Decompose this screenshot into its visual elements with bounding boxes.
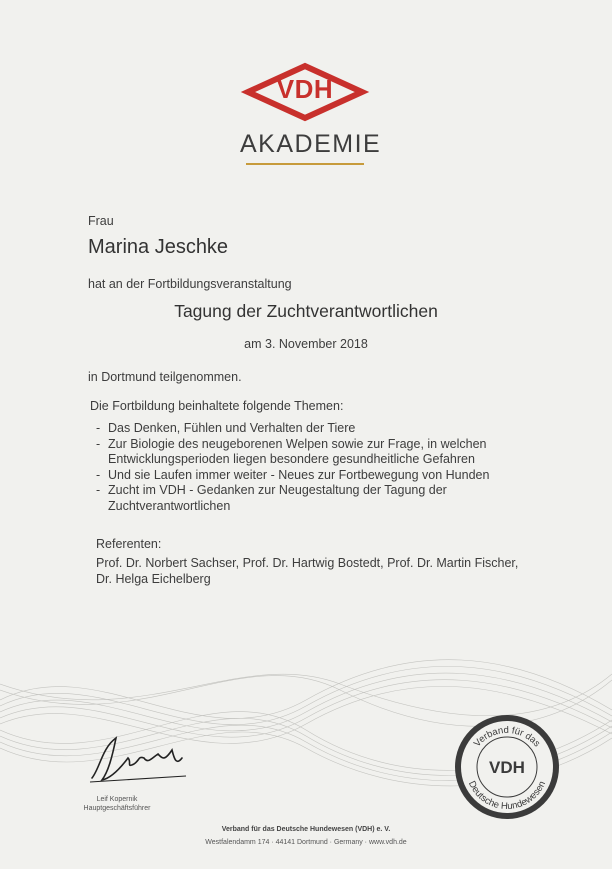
event-title: Tagung der Zuchtverantwortlichen bbox=[174, 301, 438, 321]
location-line: in Dortmund teilgenommen. bbox=[88, 370, 242, 384]
signer-role: Hauptgeschäftsführer bbox=[83, 805, 151, 812]
logo-underline bbox=[246, 163, 364, 165]
logo-brand: VDH bbox=[276, 74, 334, 104]
seal-top-text: Verband für das bbox=[471, 724, 543, 750]
signature-scribble bbox=[82, 728, 192, 788]
list-item: - Und sie Laufen immer weiter - Neues zur Fortbewegung von Hunden bbox=[96, 468, 536, 484]
seal-center: VDH bbox=[489, 758, 525, 777]
salutation: Frau bbox=[88, 214, 114, 228]
event-date: am 3. November 2018 bbox=[244, 337, 368, 351]
list-item: - Das Denken, Fühlen und Verhalten der Tiere bbox=[96, 421, 536, 437]
referents-names: Prof. Dr. Norbert Sachser, Prof. Dr. Hartwig Bostedt, Prof. Dr. Martin Fischer, Dr. Helga Eichelberg bbox=[96, 556, 519, 586]
topics-intro: Die Fortbildung beinhaltete folgende Themen: bbox=[90, 399, 344, 413]
vdh-akademie-logo bbox=[240, 62, 382, 172]
referents-label: Referenten: bbox=[96, 537, 162, 551]
topics-list bbox=[96, 421, 536, 514]
seal-bottom-text: Deutsche Hundewesen bbox=[465, 779, 549, 813]
intro-text: hat an der Fortbildungsveranstaltung bbox=[88, 277, 292, 291]
footer-address: Westfalendamm 174 · 44141 Dortmund · Germany · www.vdh.de bbox=[205, 839, 407, 846]
logo-subtitle: AKADEMIE bbox=[240, 130, 382, 158]
list-item: - Zucht im VDH - Gedanken zur Neugestaltung der Tagung der Zuchtverantwortlichen bbox=[96, 483, 536, 514]
recipient-name: Marina Jeschke bbox=[88, 236, 229, 258]
list-item: - Zur Biologie des neugeborenen Welpen sowie zur Frage, in welchen Entwicklungsperioden liegen besondere gesundheitliche Gefahren bbox=[96, 437, 536, 468]
footer-org: Verband für das Deutsche Hundewesen (VDH) e. V. bbox=[221, 826, 391, 833]
signer-name: Leif Kopernik bbox=[96, 796, 138, 803]
vdh-seal bbox=[452, 712, 562, 822]
